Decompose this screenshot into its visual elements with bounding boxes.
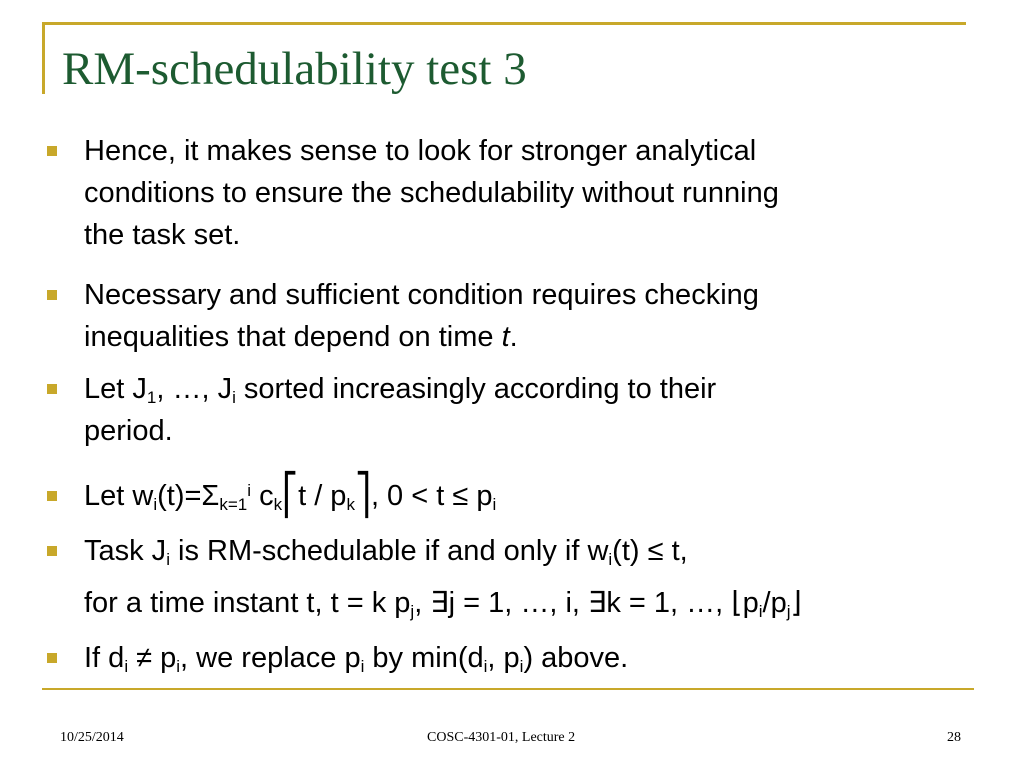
slide-title: RM-schedulability test 3 <box>62 43 527 95</box>
bullet-2 <box>84 274 1014 358</box>
footer-date: 10/25/2014 <box>60 730 124 745</box>
floor-left-bracket: ⌊ <box>731 587 743 619</box>
bullet-1 <box>84 130 1014 256</box>
top-rule <box>42 22 966 25</box>
bullet-4-formula: Let $w_i(t)=\Sigma_{k=1}^i$ $c_k⎡t$ / $p_k⎤$, $0 < t \le p_i$ <box>84 471 497 517</box>
bullet-square-icon <box>47 546 57 556</box>
bullet-1-line-1: Hence, it makes sense to look for stronger analytical <box>84 135 757 167</box>
bottom-rule <box>42 688 974 690</box>
bullet-square-icon <box>47 384 57 394</box>
bullet-1-line-2: conditions to ensure the schedulability without running <box>84 177 779 209</box>
bullet-2-line-2: inequalities that depend on time t. <box>84 321 518 353</box>
bullet-square-icon <box>47 146 57 156</box>
floor-right-bracket: ⌋ <box>790 587 802 619</box>
time-variable: t <box>501 321 510 353</box>
footer-course: COSC-4301-01, Lecture 2 <box>427 730 576 745</box>
bullet-square-icon <box>47 653 57 663</box>
footer-page-number: 28 <box>947 730 961 745</box>
bullet-5-continuation: for a time instant t, t = k $p_j$, ∃j = 1, …, i, ∃k = 1, …, $⌊p_i/p_j⌋$ <box>84 587 802 621</box>
bullet-square-icon <box>47 491 57 501</box>
bullet-square-icon <box>47 290 57 300</box>
bullet-3-line-1: Let $J_1$, …, $J_i$ sorted increasingly according to their <box>84 373 717 407</box>
bullet-3 <box>84 368 1014 452</box>
bullet-1-line-3: the task set. <box>84 219 241 251</box>
bullet-5: Task $J_i$ is RM-schedulable if and only if $w_i(t) \le t$, <box>84 535 688 569</box>
left-rule <box>42 22 45 94</box>
bullet-3-line-2: period. <box>84 415 173 447</box>
bullet-6: If $d_i \ne p_i$, we replace $p_i$ by $\min(d_i$, $p_i$) above. <box>84 642 629 676</box>
bullet-2-line-1: Necessary and sufficient condition requires checking <box>84 279 759 311</box>
